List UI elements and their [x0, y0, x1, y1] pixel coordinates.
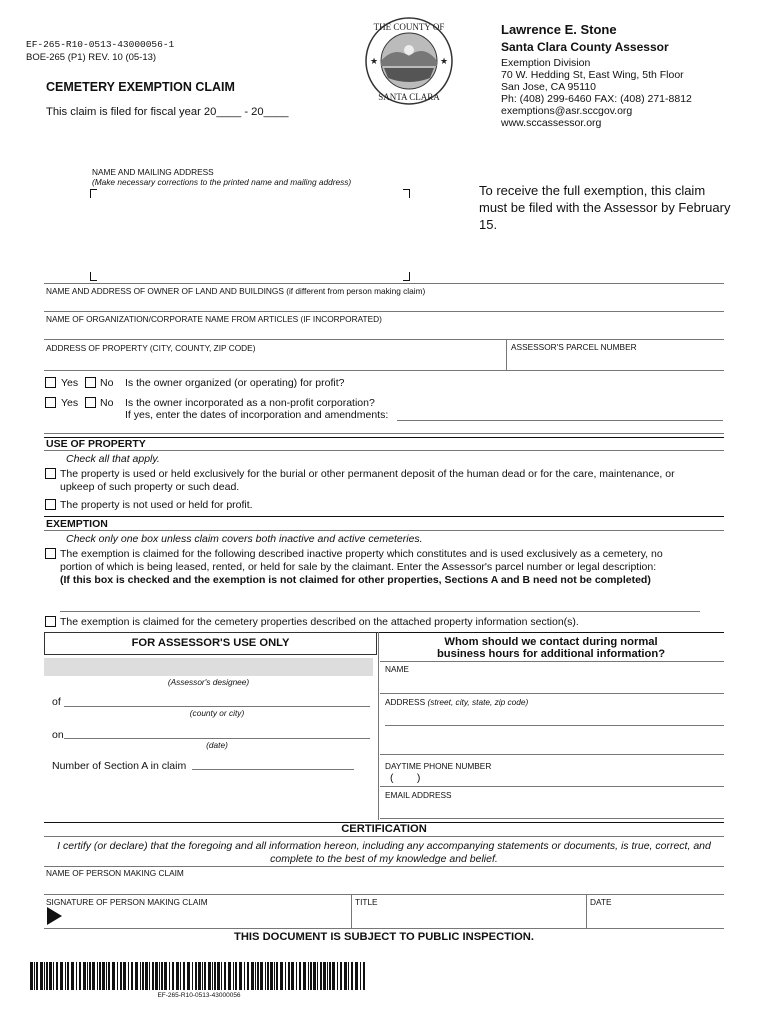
assessor-city: San Jose, CA 95110 [501, 81, 596, 93]
org-field[interactable] [44, 324, 724, 338]
contact-name-label: NAME [385, 664, 409, 674]
property-bottom-rule [44, 370, 724, 371]
contact-address-label-group [385, 697, 528, 707]
contact-phone-label: DAYTIME PHONE NUMBER [385, 761, 492, 771]
q2-no-label: No [100, 397, 114, 409]
legal-description-rule [60, 611, 700, 612]
assessor-on-label: on [52, 729, 64, 741]
contact-heading-2: business hours for additional information? [436, 648, 666, 660]
q2-yes-checkbox[interactable] [45, 397, 56, 408]
use-nonprofit-checkbox[interactable] [45, 499, 56, 510]
contact-address-hint: (street, city, state, zip code) [427, 697, 529, 707]
contact-address-label: ADDRESS [385, 697, 426, 707]
owner-field-rule [44, 283, 724, 284]
q1-no-label: No [100, 377, 114, 389]
org-field-rule [44, 311, 724, 312]
contact-name-rule [380, 693, 724, 694]
assessor-phone: Ph: (408) 299-6460 FAX: (408) 271-8812 [501, 93, 692, 105]
parcel-label: ASSESSOR'S PARCEL NUMBER [511, 342, 637, 352]
contact-phone-field[interactable] [430, 772, 720, 785]
contact-name-field[interactable] [385, 676, 723, 691]
county-seal-emblem [364, 16, 454, 106]
contact-email-field[interactable] [385, 801, 723, 816]
exemption-inactive-text-1: The exemption is claimed for the following described inactive property which constitutes and is used exclusively as a cemetery, no [60, 548, 663, 560]
county-city-caption: (county or city) [189, 708, 245, 718]
form-revision: BOE-265 (P1) REV. 10 (05-13) [26, 52, 157, 63]
use-section-rule [44, 437, 724, 438]
svg-text:THE COUNTY OF: THE COUNTY OF [373, 22, 445, 32]
assessor-name: Lawrence E. Stone [501, 22, 617, 37]
svg-text:★: ★ [369, 56, 379, 66]
use-burial-text-1: The property is used or held exclusively for the burial or other permanent deposit of the human dead or for the care, maintenance, or [60, 468, 675, 480]
contact-address-field[interactable] [385, 709, 723, 724]
mailing-corner-bl [90, 272, 97, 281]
date-label: DATE [590, 897, 612, 907]
assessor-email: exemptions@asr.sccgov.org [501, 105, 633, 117]
assessor-of-label: of [52, 696, 61, 708]
property-address-label: ADDRESS OF PROPERTY (CITY, COUNTY, ZIP CODE) [46, 343, 256, 353]
fiscal-year-line: This claim is filed for fiscal year 20____ - 20____ [46, 106, 289, 118]
certification-heading-underline [44, 836, 724, 837]
owner-field-label: NAME AND ADDRESS OF OWNER OF LAND AND BUILDINGS (if different from person making claim) [46, 286, 426, 296]
exemption-active-text: The exemption is claimed for the cemetery properties described on the attached property information section(s). [60, 616, 579, 628]
county-city-field[interactable] [64, 692, 370, 705]
assessor-website: www.sccassessor.org [501, 117, 602, 129]
exemption-heading-underline [44, 530, 724, 531]
claimant-name-rule [44, 894, 724, 895]
q1-yes-label: Yes [61, 377, 79, 389]
assessor-designee-caption: (Assessor's designee) [167, 677, 250, 687]
mailing-address-area[interactable] [96, 196, 396, 268]
q2-text: Is the owner incorporated as a non-profit corporation? [125, 397, 375, 409]
assessor-division: Exemption Division [501, 57, 591, 69]
use-instruction: Check all that apply. [66, 453, 160, 465]
property-address-field[interactable] [44, 354, 504, 368]
form-title: CEMETERY EXEMPTION CLAIM [46, 80, 235, 94]
exemption-inactive-text-2: portion of which is being leased, rented, or held for sale by the claimant. Enter the Assessor's parcel number or legal description: [60, 561, 657, 573]
q1-text: Is the owner organized (or operating) for profit? [125, 377, 345, 389]
assessor-street: 70 W. Hedding St, East Wing, 5th Floor [501, 69, 684, 81]
contact-phone-rule [380, 786, 724, 787]
title-divider [351, 894, 352, 928]
svg-text:SANTA CLARA: SANTA CLARA [378, 92, 440, 102]
incorporation-extra-rule [44, 433, 724, 434]
title-label: TITLE [355, 897, 378, 907]
q2-yes-label: Yes [61, 397, 79, 409]
incorporation-dates-field[interactable] [397, 405, 723, 419]
date-field[interactable] [590, 907, 722, 926]
barcode [30, 962, 368, 990]
section-a-count-field[interactable] [192, 755, 354, 768]
mailing-sublabel: (Make necessary corrections to the printed name and mailing address) [92, 177, 352, 187]
county-city-rule [64, 706, 370, 707]
exemption-inactive-text-3: (If this box is checked and the exemption is not claimed for other properties, Sections A and B need not be completed) [60, 574, 651, 586]
q2-no-checkbox[interactable] [85, 397, 96, 408]
svg-text:★: ★ [439, 56, 449, 66]
barcode-image [30, 962, 368, 990]
org-field-label: NAME OF ORGANIZATION/CORPORATE NAME FROM ARTICLES (IF INCORPORATED) [46, 314, 382, 324]
assessor-date-field[interactable] [64, 724, 370, 737]
property-field-rule [44, 339, 724, 340]
claimant-name-field[interactable] [46, 879, 722, 893]
certification-text-2: complete to the best of my knowledge and belief. [270, 853, 498, 865]
contact-address-rule-2 [380, 754, 724, 755]
contact-heading-rule [380, 661, 724, 662]
exemption-section-rule [44, 516, 724, 517]
section-a-label: Number of Section A in claim [52, 760, 187, 772]
contact-email-rule [380, 818, 724, 819]
barcode-text: EF-265-R10-0513-43000056 [157, 992, 241, 999]
contact-email-label: EMAIL ADDRESS [385, 790, 452, 800]
parcel-number-field[interactable] [508, 354, 724, 368]
exemption-active-checkbox[interactable] [45, 616, 56, 627]
exemption-inactive-checkbox[interactable] [45, 548, 56, 559]
exemption-heading: EXEMPTION [46, 518, 108, 530]
use-nonprofit-text: The property is not used or held for profit. [60, 499, 253, 511]
contact-phone-parens: ( ) [390, 772, 421, 784]
section-a-rule [192, 769, 354, 770]
date-divider [586, 894, 587, 928]
title-field[interactable] [355, 907, 583, 926]
assessor-title: Santa Clara County Assessor [501, 40, 669, 54]
use-burial-text-2: upkeep of such property or such dead. [60, 481, 240, 493]
use-heading-underline [44, 450, 724, 451]
filing-deadline-notice: To receive the full exemption, this claim must be filed with the Assessor by February 15. [479, 183, 731, 232]
q2-followup: If yes, enter the dates of incorporation and amendments: [125, 409, 389, 421]
claimant-name-top-rule [44, 866, 724, 867]
contact-address-field-2[interactable] [385, 727, 723, 751]
mailing-corner-br [403, 272, 410, 281]
sign-here-arrow-icon [47, 907, 62, 925]
contact-heading-1: Whom should we contact during normal [444, 636, 658, 648]
use-heading: USE OF PROPERTY [46, 438, 146, 450]
signature-label: SIGNATURE OF PERSON MAKING CLAIM [46, 897, 208, 907]
public-inspection-notice: THIS DOCUMENT IS SUBJECT TO PUBLIC INSPECTION. [233, 931, 534, 943]
certification-text-1: I certify (or declare) that the foregoing and all information hereon, including any accompanying statements or documents, is true, correct, and [57, 840, 711, 852]
county-seal [364, 16, 454, 106]
assessor-use-heading: FOR ASSESSOR'S USE ONLY [131, 637, 290, 649]
assessor-designee-field[interactable] [44, 658, 373, 676]
use-burial-checkbox[interactable] [45, 468, 56, 479]
owner-field[interactable] [44, 296, 724, 310]
mailing-label: NAME AND MAILING ADDRESS [92, 167, 214, 177]
contact-address-rule-1 [385, 725, 724, 726]
assessor-date-rule [64, 738, 370, 739]
contact-divider [378, 632, 379, 820]
signature-bottom-rule [44, 928, 724, 929]
q1-no-checkbox[interactable] [85, 377, 96, 388]
certification-heading: CERTIFICATION [341, 823, 427, 835]
form-code: EF-265-R10-0513-43000056-1 [26, 39, 175, 50]
mailing-corner-tr [403, 189, 410, 198]
parcel-divider [506, 339, 507, 370]
signature-field[interactable] [66, 907, 348, 926]
q1-yes-checkbox[interactable] [45, 377, 56, 388]
parcel-or-legal-description-field[interactable] [60, 596, 700, 610]
claimant-name-label: NAME OF PERSON MAKING CLAIM [46, 868, 184, 878]
exemption-instruction: Check only one box unless claim covers both inactive and active cemeteries. [66, 533, 423, 545]
assessor-date-caption: (date) [206, 740, 228, 750]
incorporation-dates-rule [397, 420, 723, 421]
